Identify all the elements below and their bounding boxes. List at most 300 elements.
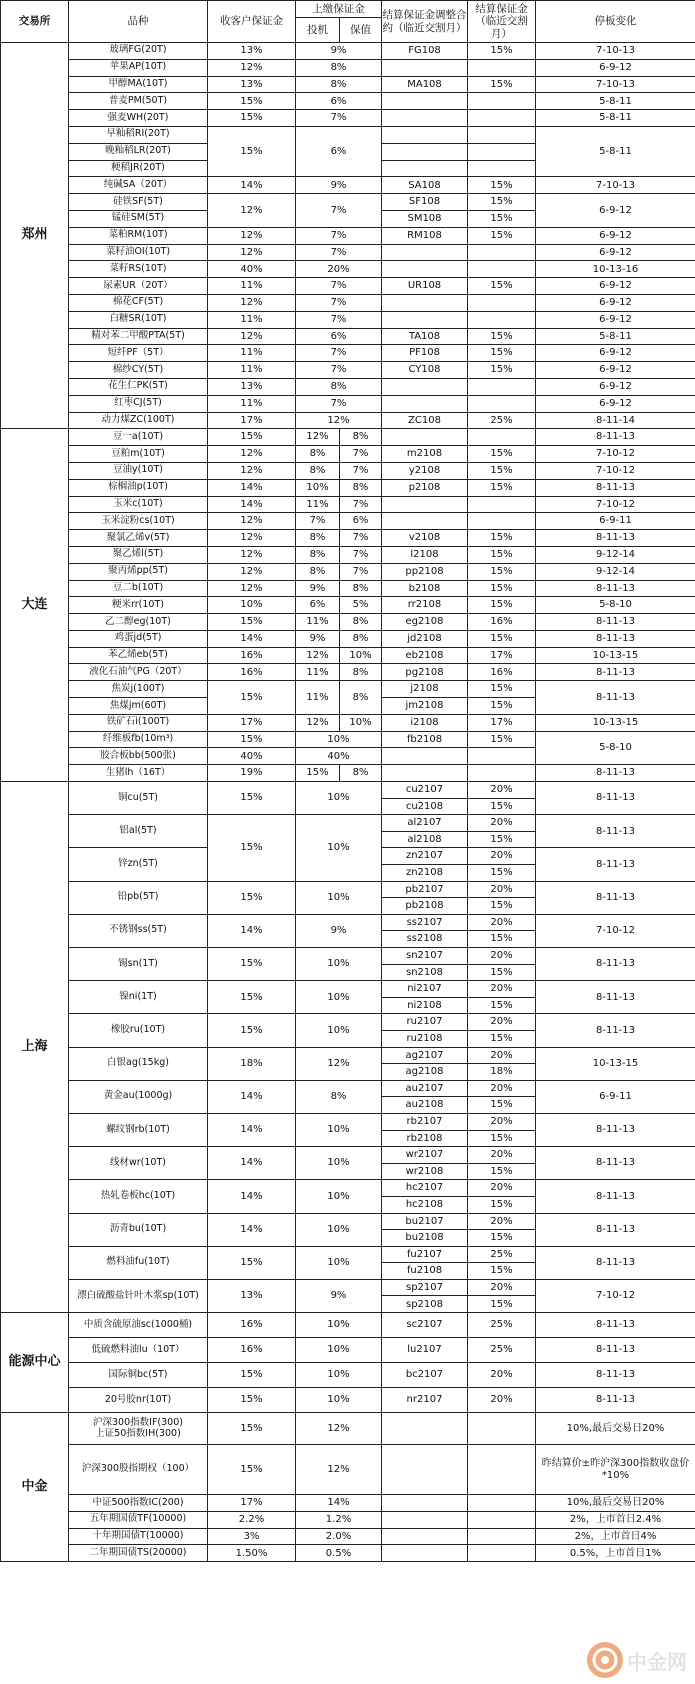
contract-cell xyxy=(382,1413,468,1445)
table-row xyxy=(1,714,695,731)
speculation-margin-cell: 10% xyxy=(296,479,340,496)
limit-change-cell: 8-11-13 xyxy=(536,1180,695,1213)
settle-margin-cell: 15% xyxy=(468,362,536,379)
customer-margin-cell: 11% xyxy=(208,278,296,295)
variety-cell: 锡sn(1T) xyxy=(69,948,208,981)
customer-margin-cell: 15% xyxy=(208,126,296,176)
customer-margin-cell: 16% xyxy=(208,647,296,664)
settle-margin-cell: 20% xyxy=(468,948,536,965)
customer-margin-cell: 13% xyxy=(208,43,296,60)
limit-change-cell: 8-11-13 xyxy=(536,1014,695,1047)
variety-cell: 苯乙烯eb(5T) xyxy=(69,647,208,664)
variety-cell: 线材wr(10T) xyxy=(69,1147,208,1180)
variety-cell: 红枣CJ(5T) xyxy=(69,395,208,412)
limit-change-cell: 8-11-13 xyxy=(536,981,695,1014)
table-row xyxy=(1,881,695,898)
customer-margin-cell: 16% xyxy=(208,1338,296,1363)
exchange-margin-cell: 10% xyxy=(296,1246,382,1279)
speculation-margin-cell: 8% xyxy=(296,563,340,580)
variety-cell: 普麦PM(50T) xyxy=(69,93,208,110)
settle-margin-cell: 15% xyxy=(468,865,536,882)
limit-change-cell: 6-9-12 xyxy=(536,311,695,328)
limit-change-cell: 6-9-12 xyxy=(536,345,695,362)
table-row xyxy=(1,681,695,698)
settle-margin-cell: 15% xyxy=(468,546,536,563)
table-row xyxy=(1,1047,695,1064)
variety-cell: 焦煤jm(60T) xyxy=(69,698,208,715)
header-exchange: 交易所 xyxy=(1,1,69,43)
customer-margin-cell: 15% xyxy=(208,93,296,110)
limit-change-cell: 6-9-12 xyxy=(536,244,695,261)
customer-margin-cell: 12% xyxy=(208,462,296,479)
header-exchange-margin: 上缴保证金 xyxy=(296,1,382,18)
table-row xyxy=(1,244,695,261)
settle-margin-cell: 15% xyxy=(468,76,536,93)
customer-margin-cell: 15% xyxy=(208,1445,296,1495)
contract-cell: ag2108 xyxy=(382,1064,468,1081)
customer-margin-cell: 15% xyxy=(208,681,296,715)
variety-cell: 豆二b(10T) xyxy=(69,580,208,597)
limit-change-cell: 10-13-16 xyxy=(536,261,695,278)
variety-cell: 菜籽RS(10T) xyxy=(69,261,208,278)
variety-cell: 硅铁SF(5T) xyxy=(69,194,208,211)
variety-cell: 中证500指数IC(200) xyxy=(69,1495,208,1512)
variety-cell: 白银ag(15kg) xyxy=(69,1047,208,1080)
exchange-margin-cell: 2.0% xyxy=(296,1528,382,1545)
variety-cell: 豆粕m(10T) xyxy=(69,446,208,463)
variety-cell: 菜粕RM(10T) xyxy=(69,227,208,244)
exchange-margin-cell: 10% xyxy=(296,1180,382,1213)
customer-margin-cell: 12% xyxy=(208,244,296,261)
exchange-margin-cell: 40% xyxy=(296,748,382,765)
settle-margin-cell: 15% xyxy=(468,698,536,715)
settle-margin-cell: 20% xyxy=(468,1363,536,1388)
customer-margin-cell: 14% xyxy=(208,479,296,496)
speculation-margin-cell: 15% xyxy=(296,765,340,782)
settle-margin-cell: 15% xyxy=(468,964,536,981)
contract-cell xyxy=(382,496,468,513)
exchange-margin-cell: 6% xyxy=(296,93,382,110)
variety-cell: 花生仁PK(5T) xyxy=(69,378,208,395)
table-row xyxy=(1,782,695,799)
variety-cell: 铜cu(5T) xyxy=(69,782,208,815)
variety-cell: 粳米rr(10T) xyxy=(69,597,208,614)
settle-margin-cell: 15% xyxy=(468,1030,536,1047)
watermark-logo-icon xyxy=(587,1642,623,1678)
customer-margin-cell: 12% xyxy=(208,580,296,597)
table-row xyxy=(1,530,695,547)
limit-change-cell: 昨结算价±昨沪深300指数收盘价*10% xyxy=(536,1445,695,1495)
table-row xyxy=(1,1413,695,1445)
limit-change-cell: 2%，上市首日4% xyxy=(536,1528,695,1545)
exchange-margin-cell: 14% xyxy=(296,1495,382,1512)
contract-cell xyxy=(382,160,468,177)
settle-margin-cell: 15% xyxy=(468,931,536,948)
variety-cell: 五年期国债TF(10000) xyxy=(69,1511,208,1528)
table-row xyxy=(1,1511,695,1528)
contract-cell xyxy=(382,1445,468,1495)
exchange-margin-cell: 1.2% xyxy=(296,1511,382,1528)
settle-margin-cell: 16% xyxy=(468,614,536,631)
contract-cell: p2108 xyxy=(382,479,468,496)
hedging-margin-cell: 6% xyxy=(340,513,382,530)
exchange-margin-cell: 6% xyxy=(296,126,382,176)
variety-cell: 乙二醇eg(10T) xyxy=(69,614,208,631)
settle-margin-cell: 20% xyxy=(468,1014,536,1031)
exchange-margin-cell: 7% xyxy=(296,362,382,379)
customer-margin-cell: 13% xyxy=(208,1279,296,1312)
contract-cell: ss2107 xyxy=(382,914,468,931)
exchange-cell: 能源中心 xyxy=(1,1313,69,1413)
limit-change-cell: 8-11-13 xyxy=(536,1388,695,1413)
exchange-margin-cell: 10% xyxy=(296,1147,382,1180)
customer-margin-cell: 14% xyxy=(208,496,296,513)
settle-margin-cell: 15% xyxy=(468,798,536,815)
limit-change-cell: 8-11-13 xyxy=(536,479,695,496)
exchange-margin-cell: 10% xyxy=(296,1363,382,1388)
limit-change-cell: 5-8-10 xyxy=(536,731,695,765)
table-row xyxy=(1,110,695,127)
variety-cell: 玻璃FG(20T) xyxy=(69,43,208,60)
settle-margin-cell: 15% xyxy=(468,1130,536,1147)
contract-cell: m2108 xyxy=(382,446,468,463)
contract-cell: j2108 xyxy=(382,681,468,698)
contract-cell xyxy=(382,93,468,110)
contract-cell: nr2107 xyxy=(382,1388,468,1413)
settle-margin-cell xyxy=(468,513,536,530)
exchange-margin-cell: 10% xyxy=(296,948,382,981)
contract-cell xyxy=(382,378,468,395)
limit-change-cell: 8-11-14 xyxy=(536,412,695,429)
customer-margin-cell: 16% xyxy=(208,664,296,681)
settle-margin-cell: 20% xyxy=(468,981,536,998)
contract-cell: sp2107 xyxy=(382,1279,468,1296)
limit-change-cell: 8-11-13 xyxy=(536,782,695,815)
variety-cell: 短纤PF（5T） xyxy=(69,345,208,362)
speculation-margin-cell: 11% xyxy=(296,496,340,513)
table-row xyxy=(1,126,695,143)
settle-margin-cell: 15% xyxy=(468,731,536,748)
customer-margin-cell: 14% xyxy=(208,1213,296,1246)
limit-change-cell: 9-12-14 xyxy=(536,546,695,563)
contract-cell: PF108 xyxy=(382,345,468,362)
limit-change-cell: 10-13-15 xyxy=(536,1047,695,1080)
contract-cell xyxy=(382,244,468,261)
settle-margin-cell xyxy=(468,378,536,395)
table-row xyxy=(1,1213,695,1230)
contract-cell: ru2107 xyxy=(382,1014,468,1031)
exchange-margin-cell: 9% xyxy=(296,43,382,60)
exchange-margin-cell: 7% xyxy=(296,294,382,311)
contract-cell: pg2108 xyxy=(382,664,468,681)
table-row xyxy=(1,345,695,362)
table-row xyxy=(1,177,695,194)
contract-cell: SM108 xyxy=(382,210,468,227)
variety-cell: 螺纹钢rb(10T) xyxy=(69,1113,208,1146)
variety-cell: 纯碱SA（20T） xyxy=(69,177,208,194)
settle-margin-cell xyxy=(468,143,536,160)
exchange-margin-cell: 10% xyxy=(296,1213,382,1246)
contract-cell xyxy=(382,110,468,127)
contract-cell xyxy=(382,126,468,143)
variety-cell: 玉米c(10T) xyxy=(69,496,208,513)
settle-margin-cell: 20% xyxy=(468,1113,536,1130)
settle-margin-cell xyxy=(468,1511,536,1528)
table-row xyxy=(1,664,695,681)
settle-margin-cell: 20% xyxy=(468,1388,536,1413)
variety-cell: 沥青bu(10T) xyxy=(69,1213,208,1246)
settle-margin-cell: 25% xyxy=(468,1313,536,1338)
limit-change-cell: 8-11-13 xyxy=(536,1313,695,1338)
settle-margin-cell: 18% xyxy=(468,1064,536,1081)
contract-cell: wr2108 xyxy=(382,1163,468,1180)
table-row xyxy=(1,597,695,614)
exchange-margin-cell: 7% xyxy=(296,311,382,328)
hedging-margin-cell: 7% xyxy=(340,446,382,463)
exchange-margin-cell: 8% xyxy=(296,76,382,93)
contract-cell: hc2107 xyxy=(382,1180,468,1197)
customer-margin-cell: 13% xyxy=(208,76,296,93)
table-row xyxy=(1,731,695,748)
contract-cell: cu2107 xyxy=(382,782,468,799)
exchange-margin-cell: 8% xyxy=(296,378,382,395)
customer-margin-cell: 15% xyxy=(208,881,296,914)
contract-cell: hc2108 xyxy=(382,1196,468,1213)
settle-margin-cell: 15% xyxy=(468,630,536,647)
header-customer-margin: 收客户保证金 xyxy=(208,1,296,43)
variety-cell: 动力煤ZC(100T) xyxy=(69,412,208,429)
limit-change-cell: 7-10-13 xyxy=(536,177,695,194)
contract-cell xyxy=(382,1528,468,1545)
variety-cell: 玉米淀粉cs(10T) xyxy=(69,513,208,530)
variety-cell: 中质含硫原油sc(1000桶) xyxy=(69,1313,208,1338)
table-row xyxy=(1,981,695,998)
settle-margin-cell: 25% xyxy=(468,412,536,429)
table-row xyxy=(1,647,695,664)
contract-cell: fb2108 xyxy=(382,731,468,748)
limit-change-cell: 10-13-15 xyxy=(536,714,695,731)
limit-change-cell: 2%，上市首日2.4% xyxy=(536,1511,695,1528)
customer-margin-cell: 15% xyxy=(208,981,296,1014)
exchange-margin-cell: 20% xyxy=(296,261,382,278)
contract-cell: fu2108 xyxy=(382,1263,468,1280)
customer-margin-cell: 3% xyxy=(208,1528,296,1545)
customer-margin-cell: 12% xyxy=(208,446,296,463)
limit-change-cell: 0.5%，上市首日1% xyxy=(536,1545,695,1562)
limit-change-cell: 8-11-13 xyxy=(536,429,695,446)
variety-cell: 锌zn(5T) xyxy=(69,848,208,881)
contract-cell: bc2107 xyxy=(382,1363,468,1388)
exchange-margin-cell: 10% xyxy=(296,815,382,881)
limit-change-cell: 8-11-13 xyxy=(536,848,695,881)
customer-margin-cell: 14% xyxy=(208,1113,296,1146)
table-row xyxy=(1,948,695,965)
hedging-margin-cell: 8% xyxy=(340,681,382,715)
limit-change-cell: 6-9-11 xyxy=(536,1080,695,1113)
contract-cell: rr2108 xyxy=(382,597,468,614)
table-row xyxy=(1,311,695,328)
contract-cell xyxy=(382,748,468,765)
settle-margin-cell: 17% xyxy=(468,714,536,731)
hedging-margin-cell: 8% xyxy=(340,765,382,782)
table-row xyxy=(1,76,695,93)
settle-margin-cell: 25% xyxy=(468,1338,536,1363)
customer-margin-cell: 12% xyxy=(208,513,296,530)
exchange-margin-cell: 8% xyxy=(296,59,382,76)
contract-cell: sn2108 xyxy=(382,964,468,981)
limit-change-cell: 8-11-13 xyxy=(536,881,695,914)
contract-cell xyxy=(382,395,468,412)
contract-cell: al2107 xyxy=(382,815,468,832)
hedging-margin-cell: 7% xyxy=(340,546,382,563)
table-row xyxy=(1,563,695,580)
settle-margin-cell: 20% xyxy=(468,782,536,799)
variety-cell: 沪深300指数IF(300) 上证50指数IH(300) xyxy=(69,1413,208,1445)
contract-cell: ru2108 xyxy=(382,1030,468,1047)
variety-cell: 燃料油fu(10T) xyxy=(69,1246,208,1279)
customer-margin-cell: 12% xyxy=(208,294,296,311)
table-row xyxy=(1,1279,695,1296)
variety-cell: 棉花CF(5T) xyxy=(69,294,208,311)
exchange-margin-cell: 0.5% xyxy=(296,1545,382,1562)
settle-margin-cell: 15% xyxy=(468,1196,536,1213)
settle-margin-cell: 20% xyxy=(468,1213,536,1230)
speculation-margin-cell: 8% xyxy=(296,462,340,479)
hedging-margin-cell: 8% xyxy=(340,630,382,647)
limit-change-cell: 7-10-12 xyxy=(536,914,695,947)
hedging-margin-cell: 8% xyxy=(340,614,382,631)
hedging-margin-cell: 8% xyxy=(340,479,382,496)
speculation-margin-cell: 7% xyxy=(296,513,340,530)
customer-margin-cell: 14% xyxy=(208,1080,296,1113)
variety-cell: 锰硅SM(5T) xyxy=(69,210,208,227)
limit-change-cell: 8-11-13 xyxy=(536,1363,695,1388)
table-row xyxy=(1,1014,695,1031)
settle-margin-cell: 15% xyxy=(468,1163,536,1180)
contract-cell: ZC108 xyxy=(382,412,468,429)
contract-cell: eg2108 xyxy=(382,614,468,631)
header-settle-margin: 结算保证金（临近交割月） xyxy=(468,1,536,43)
table-row xyxy=(1,1147,695,1164)
hedging-margin-cell: 7% xyxy=(340,563,382,580)
limit-change-cell: 5-8-11 xyxy=(536,110,695,127)
speculation-margin-cell: 6% xyxy=(296,597,340,614)
settle-margin-cell xyxy=(468,59,536,76)
exchange-margin-cell: 7% xyxy=(296,227,382,244)
limit-change-cell: 8-11-13 xyxy=(536,664,695,681)
header-speculation: 投机 xyxy=(296,18,340,43)
exchange-cell: 郑州 xyxy=(1,43,69,429)
settle-margin-cell xyxy=(468,765,536,782)
customer-margin-cell: 13% xyxy=(208,378,296,395)
customer-margin-cell: 16% xyxy=(208,1313,296,1338)
table-row xyxy=(1,412,695,429)
settle-margin-cell: 15% xyxy=(468,210,536,227)
limit-change-cell: 5-8-10 xyxy=(536,597,695,614)
variety-cell: 生猪lh（16T） xyxy=(69,765,208,782)
customer-margin-cell: 17% xyxy=(208,412,296,429)
contract-cell: fu2107 xyxy=(382,1246,468,1263)
contract-cell xyxy=(382,261,468,278)
customer-margin-cell: 11% xyxy=(208,311,296,328)
exchange-margin-cell: 10% xyxy=(296,1014,382,1047)
variety-cell: 国际铜bc(5T) xyxy=(69,1363,208,1388)
exchange-margin-cell: 7% xyxy=(296,244,382,261)
customer-margin-cell: 19% xyxy=(208,765,296,782)
variety-cell: 早籼稻RI(20T) xyxy=(69,126,208,143)
contract-cell: lu2107 xyxy=(382,1338,468,1363)
hedging-margin-cell: 7% xyxy=(340,496,382,513)
settle-margin-cell: 15% xyxy=(468,681,536,698)
table-row xyxy=(1,1388,695,1413)
customer-margin-cell: 15% xyxy=(208,948,296,981)
limit-change-cell: 8-11-13 xyxy=(536,815,695,848)
table-row xyxy=(1,227,695,244)
table-row xyxy=(1,1445,695,1495)
exchange-cell: 上海 xyxy=(1,782,69,1313)
variety-cell: 甲醇MA(10T) xyxy=(69,76,208,93)
limit-change-cell: 8-11-13 xyxy=(536,1338,695,1363)
table-row xyxy=(1,261,695,278)
settle-margin-cell: 20% xyxy=(468,1080,536,1097)
exchange-margin-cell: 10% xyxy=(296,1113,382,1146)
table-row xyxy=(1,580,695,597)
contract-cell: rb2108 xyxy=(382,1130,468,1147)
speculation-margin-cell: 9% xyxy=(296,580,340,597)
customer-margin-cell: 1.50% xyxy=(208,1545,296,1562)
table-row xyxy=(1,546,695,563)
settle-margin-cell xyxy=(468,429,536,446)
limit-change-cell: 6-9-12 xyxy=(536,227,695,244)
customer-margin-cell: 14% xyxy=(208,630,296,647)
contract-cell: zn2107 xyxy=(382,848,468,865)
settle-margin-cell: 20% xyxy=(468,848,536,865)
limit-change-cell: 7-10-13 xyxy=(536,76,695,93)
contract-cell: SA108 xyxy=(382,177,468,194)
settle-margin-cell xyxy=(468,395,536,412)
contract-cell xyxy=(382,311,468,328)
contract-cell: RM108 xyxy=(382,227,468,244)
settle-margin-cell: 20% xyxy=(468,914,536,931)
watermark-text: 中金网 xyxy=(627,1649,687,1674)
table-row xyxy=(1,462,695,479)
settle-margin-cell: 15% xyxy=(468,580,536,597)
customer-margin-cell: 15% xyxy=(208,1388,296,1413)
contract-cell xyxy=(382,1545,468,1562)
exchange-margin-cell: 12% xyxy=(296,1413,382,1445)
settle-margin-cell: 15% xyxy=(468,446,536,463)
settle-margin-cell xyxy=(468,160,536,177)
settle-margin-cell: 15% xyxy=(468,597,536,614)
exchange-margin-cell: 7% xyxy=(296,395,382,412)
exchange-margin-cell: 10% xyxy=(296,1338,382,1363)
settle-margin-cell: 15% xyxy=(468,278,536,295)
variety-cell: 聚乙烯l(5T) xyxy=(69,546,208,563)
contract-cell: ss2108 xyxy=(382,931,468,948)
table-row xyxy=(1,1545,695,1562)
customer-margin-cell: 40% xyxy=(208,261,296,278)
table-row xyxy=(1,914,695,931)
variety-cell: 不锈钢ss(5T) xyxy=(69,914,208,947)
contract-cell: zn2108 xyxy=(382,865,468,882)
customer-margin-cell: 15% xyxy=(208,1014,296,1047)
contract-cell: wr2107 xyxy=(382,1147,468,1164)
hedging-margin-cell: 8% xyxy=(340,580,382,597)
contract-cell: cu2108 xyxy=(382,798,468,815)
limit-change-cell: 6-9-12 xyxy=(536,294,695,311)
header-limit-change: 停板变化 xyxy=(536,1,695,43)
customer-margin-cell: 14% xyxy=(208,177,296,194)
